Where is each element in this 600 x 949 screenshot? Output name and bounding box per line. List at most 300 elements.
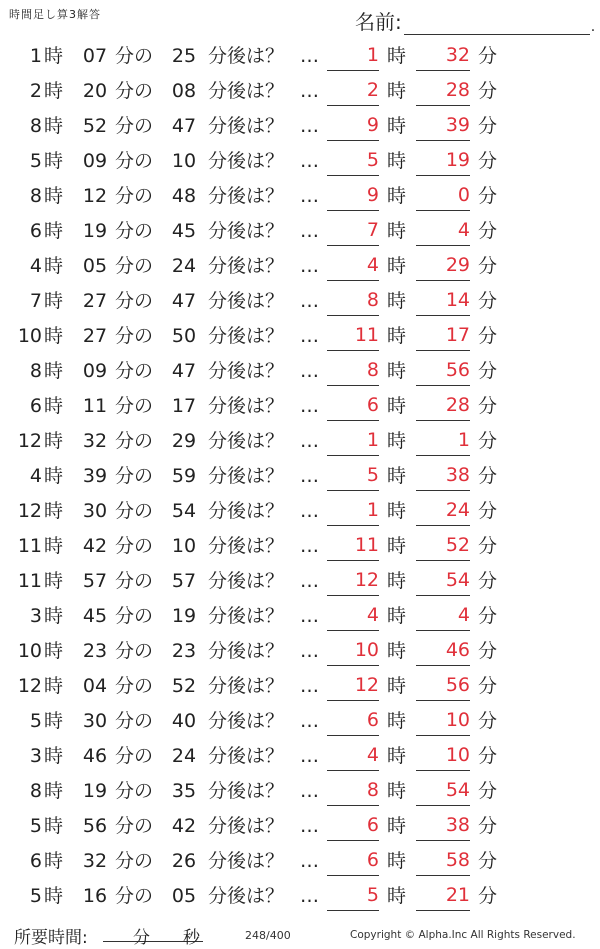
answer-hour[interactable]: 6 [327, 813, 379, 841]
minutes-later-label: 分後は？ [208, 430, 285, 452]
minutes-later-label: 分後は？ [208, 395, 285, 417]
answer-hour[interactable]: 4 [327, 603, 379, 631]
hour-unit-label: 時 [44, 885, 64, 907]
problem-row [0, 424, 600, 459]
problem-hour: 8 [29, 360, 42, 382]
problem-row [0, 144, 600, 179]
answer-minute[interactable]: 32 [416, 43, 470, 71]
answer-minute[interactable]: 0 [416, 183, 470, 211]
problem-row [0, 354, 600, 389]
answer-hour[interactable]: 5 [327, 883, 379, 911]
minute-of-label: 分の [115, 430, 154, 452]
answer-hour[interactable]: 2 [327, 78, 379, 106]
problem-hour: 8 [29, 115, 42, 137]
name-field[interactable] [404, 14, 590, 35]
answer-hour[interactable]: 6 [327, 393, 379, 421]
minutes-later-label: 分後は？ [208, 570, 285, 592]
answer-minute[interactable]: 4 [416, 218, 470, 246]
answer-hour-unit-label: 時 [387, 115, 407, 137]
problem-add-minutes: 47 [171, 115, 197, 137]
ellipsis: … [300, 780, 319, 802]
problem-hour: 11 [17, 535, 42, 557]
answer-hour[interactable]: 6 [327, 848, 379, 876]
problem-hour: 5 [29, 150, 42, 172]
answer-hour[interactable]: 5 [327, 463, 379, 491]
answer-hour-unit-label: 時 [387, 675, 407, 697]
minute-of-label: 分の [115, 395, 154, 417]
ellipsis: … [300, 220, 319, 242]
minutes-later-label: 分後は？ [208, 885, 285, 907]
problem-minute: 20 [82, 80, 108, 102]
answer-minute-unit-label: 分 [478, 640, 498, 662]
problem-row [0, 389, 600, 424]
answer-hour-unit-label: 時 [387, 290, 407, 312]
problem-hour: 12 [17, 430, 42, 452]
ellipsis: … [300, 255, 319, 277]
answer-minute-unit-label: 分 [478, 290, 498, 312]
answer-minute-unit-label: 分 [478, 570, 498, 592]
answer-minute[interactable]: 38 [416, 463, 470, 491]
problem-minute: 12 [82, 185, 108, 207]
problem-add-minutes: 10 [171, 535, 197, 557]
hour-unit-label: 時 [44, 150, 64, 172]
answer-minute[interactable]: 54 [416, 778, 470, 806]
problem-add-minutes: 08 [171, 80, 197, 102]
answer-minute[interactable]: 21 [416, 883, 470, 911]
minutes-later-label: 分後は？ [208, 640, 285, 662]
answer-hour[interactable]: 5 [327, 148, 379, 176]
hour-unit-label: 時 [44, 815, 64, 837]
problem-minute: 57 [82, 570, 108, 592]
minutes-later-label: 分後は？ [208, 850, 285, 872]
minutes-later-label: 分後は？ [208, 500, 285, 522]
minute-of-label: 分の [115, 290, 154, 312]
answer-minute-unit-label: 分 [478, 115, 498, 137]
problem-row [0, 529, 600, 564]
problem-row [0, 39, 600, 74]
problem-minute: 11 [82, 395, 108, 417]
problem-row [0, 249, 600, 284]
problem-minute: 42 [82, 535, 108, 557]
minute-of-label: 分の [115, 45, 154, 67]
ellipsis: … [300, 500, 319, 522]
problem-row [0, 284, 600, 319]
answer-minute-unit-label: 分 [478, 500, 498, 522]
answer-hour[interactable]: 9 [327, 183, 379, 211]
hour-unit-label: 時 [44, 395, 64, 417]
problem-add-minutes: 40 [171, 710, 197, 732]
hour-unit-label: 時 [44, 850, 64, 872]
problem-add-minutes: 10 [171, 150, 197, 172]
problem-minute: 32 [82, 430, 108, 452]
minute-of-label: 分の [115, 220, 154, 242]
answer-hour[interactable]: 8 [327, 288, 379, 316]
problem-add-minutes: 45 [171, 220, 197, 242]
minutes-later-label: 分後は？ [208, 290, 285, 312]
ellipsis: … [300, 150, 319, 172]
ellipsis: … [300, 885, 319, 907]
answer-hour-unit-label: 時 [387, 500, 407, 522]
answer-hour[interactable]: 4 [327, 253, 379, 281]
answer-hour-unit-label: 時 [387, 780, 407, 802]
answer-minute-unit-label: 分 [478, 710, 498, 732]
hour-unit-label: 時 [44, 640, 64, 662]
minutes-later-label: 分後は？ [208, 535, 285, 557]
answer-hour[interactable]: 12 [327, 568, 379, 596]
minutes-later-label: 分後は？ [208, 220, 285, 242]
problem-row [0, 74, 600, 109]
minutes-later-label: 分後は？ [208, 465, 285, 487]
answer-minute[interactable]: 56 [416, 673, 470, 701]
ellipsis: … [300, 815, 319, 837]
answer-hour[interactable]: 6 [327, 708, 379, 736]
minute-of-label: 分の [115, 150, 154, 172]
problem-minute: 45 [82, 605, 108, 627]
answer-hour-unit-label: 時 [387, 395, 407, 417]
problem-minute: 39 [82, 465, 108, 487]
answer-hour[interactable]: 1 [327, 498, 379, 526]
answer-minute-unit-label: 分 [478, 430, 498, 452]
hour-unit-label: 時 [44, 465, 64, 487]
required-time-seconds-label: 秒 [183, 928, 200, 948]
problem-hour: 2 [29, 80, 42, 102]
problem-minute: 56 [82, 815, 108, 837]
minute-of-label: 分の [115, 465, 154, 487]
answer-minute[interactable]: 29 [416, 253, 470, 281]
problem-hour: 1 [29, 45, 42, 67]
answer-hour-unit-label: 時 [387, 185, 407, 207]
ellipsis: … [300, 745, 319, 767]
answer-minute[interactable]: 52 [416, 533, 470, 561]
hour-unit-label: 時 [44, 780, 64, 802]
problem-row [0, 599, 600, 634]
answer-minute[interactable]: 58 [416, 848, 470, 876]
problem-row [0, 774, 600, 809]
problem-row [0, 879, 600, 914]
ellipsis: … [300, 430, 319, 452]
ellipsis: … [300, 465, 319, 487]
answer-minute-unit-label: 分 [478, 885, 498, 907]
answer-hour[interactable]: 1 [327, 428, 379, 456]
answer-hour[interactable]: 4 [327, 743, 379, 771]
problem-add-minutes: 23 [171, 640, 197, 662]
problem-add-minutes: 47 [171, 290, 197, 312]
hour-unit-label: 時 [44, 745, 64, 767]
problem-add-minutes: 25 [171, 45, 197, 67]
problem-hour: 4 [29, 255, 42, 277]
answer-minute-unit-label: 分 [478, 850, 498, 872]
answer-minute-unit-label: 分 [478, 80, 498, 102]
answer-minute[interactable]: 17 [416, 323, 470, 351]
problem-hour: 3 [29, 605, 42, 627]
minutes-later-label: 分後は？ [208, 80, 285, 102]
ellipsis: … [300, 570, 319, 592]
copyright: Copyright © Alpha.Inc All Rights Reserved. [350, 929, 576, 941]
hour-unit-label: 時 [44, 290, 64, 312]
answer-hour-unit-label: 時 [387, 535, 407, 557]
problem-row [0, 319, 600, 354]
name-area [355, 6, 595, 35]
problem-minute: 30 [82, 710, 108, 732]
answer-minute[interactable]: 54 [416, 568, 470, 596]
answer-hour[interactable]: 11 [327, 323, 379, 351]
problem-row [0, 634, 600, 669]
problem-minute: 27 [82, 290, 108, 312]
minute-of-label: 分の [115, 745, 154, 767]
minutes-later-label: 分後は？ [208, 325, 285, 347]
minute-of-label: 分の [115, 640, 154, 662]
problem-row [0, 669, 600, 704]
problem-row [0, 494, 600, 529]
answer-hour-unit-label: 時 [387, 640, 407, 662]
problem-row [0, 109, 600, 144]
ellipsis: … [300, 850, 319, 872]
problem-add-minutes: 24 [171, 745, 197, 767]
problem-add-minutes: 17 [171, 395, 197, 417]
minutes-later-label: 分後は？ [208, 45, 285, 67]
answer-minute[interactable]: 4 [416, 603, 470, 631]
answer-minute[interactable]: 28 [416, 78, 470, 106]
hour-unit-label: 時 [44, 115, 64, 137]
name-label: 名前: [355, 10, 402, 34]
hour-unit-label: 時 [44, 675, 64, 697]
problem-minute: 16 [82, 885, 108, 907]
problem-minute: 46 [82, 745, 108, 767]
problem-minute: 23 [82, 640, 108, 662]
answer-hour-unit-label: 時 [387, 430, 407, 452]
problem-add-minutes: 24 [171, 255, 197, 277]
problem-minute: 05 [82, 255, 108, 277]
problem-row [0, 844, 600, 879]
answer-hour[interactable]: 8 [327, 358, 379, 386]
answer-hour-unit-label: 時 [387, 885, 407, 907]
hour-unit-label: 時 [44, 605, 64, 627]
problem-add-minutes: 57 [171, 570, 197, 592]
problem-minute: 30 [82, 500, 108, 522]
ellipsis: … [300, 675, 319, 697]
hour-unit-label: 時 [44, 45, 64, 67]
problem-add-minutes: 29 [171, 430, 197, 452]
problem-add-minutes: 26 [171, 850, 197, 872]
minutes-later-label: 分後は？ [208, 605, 285, 627]
answer-minute[interactable]: 19 [416, 148, 470, 176]
minute-of-label: 分の [115, 325, 154, 347]
hour-unit-label: 時 [44, 570, 64, 592]
answer-hour-unit-label: 時 [387, 605, 407, 627]
minutes-later-label: 分後は？ [208, 185, 285, 207]
ellipsis: … [300, 325, 319, 347]
answer-minute-unit-label: 分 [478, 675, 498, 697]
minute-of-label: 分の [115, 850, 154, 872]
answer-minute-unit-label: 分 [478, 220, 498, 242]
answer-hour[interactable]: 11 [327, 533, 379, 561]
minutes-later-label: 分後は？ [208, 745, 285, 767]
ellipsis: … [300, 360, 319, 382]
problem-add-minutes: 19 [171, 605, 197, 627]
problem-hour: 4 [29, 465, 42, 487]
answer-minute-unit-label: 分 [478, 745, 498, 767]
minute-of-label: 分の [115, 570, 154, 592]
hour-unit-label: 時 [44, 255, 64, 277]
problem-add-minutes: 52 [171, 675, 197, 697]
ellipsis: … [300, 395, 319, 417]
minute-of-label: 分の [115, 255, 154, 277]
hour-unit-label: 時 [44, 500, 64, 522]
minute-of-label: 分の [115, 675, 154, 697]
hour-unit-label: 時 [44, 80, 64, 102]
answer-hour-unit-label: 時 [387, 80, 407, 102]
answer-minute[interactable]: 46 [416, 638, 470, 666]
answer-hour-unit-label: 時 [387, 745, 407, 767]
answer-hour-unit-label: 時 [387, 220, 407, 242]
minute-of-label: 分の [115, 500, 154, 522]
answer-hour-unit-label: 時 [387, 850, 407, 872]
answer-hour-unit-label: 時 [387, 710, 407, 732]
problem-add-minutes: 48 [171, 185, 197, 207]
problem-hour: 6 [29, 850, 42, 872]
minute-of-label: 分の [115, 360, 154, 382]
answer-minute[interactable]: 56 [416, 358, 470, 386]
answer-minute[interactable]: 38 [416, 813, 470, 841]
problem-hour: 8 [29, 780, 42, 802]
ellipsis: … [300, 640, 319, 662]
problem-add-minutes: 47 [171, 360, 197, 382]
answer-minute-unit-label: 分 [478, 185, 498, 207]
problem-hour: 11 [17, 570, 42, 592]
answer-hour[interactable]: 8 [327, 778, 379, 806]
answer-minute-unit-label: 分 [478, 395, 498, 417]
problem-hour: 8 [29, 185, 42, 207]
answer-hour-unit-label: 時 [387, 45, 407, 67]
answer-minute[interactable]: 10 [416, 708, 470, 736]
answer-minute[interactable]: 1 [416, 428, 470, 456]
problem-row [0, 704, 600, 739]
problem-minute: 27 [82, 325, 108, 347]
answer-hour-unit-label: 時 [387, 360, 407, 382]
ellipsis: … [300, 710, 319, 732]
ellipsis: … [300, 115, 319, 137]
minutes-later-label: 分後は？ [208, 675, 285, 697]
answer-minute-unit-label: 分 [478, 465, 498, 487]
problem-hour: 12 [17, 675, 42, 697]
problem-hour: 5 [29, 815, 42, 837]
answer-hour-unit-label: 時 [387, 325, 407, 347]
hour-unit-label: 時 [44, 535, 64, 557]
answer-hour-unit-label: 時 [387, 150, 407, 172]
problem-add-minutes: 59 [171, 465, 197, 487]
minutes-later-label: 分後は？ [208, 780, 285, 802]
problem-minute: 52 [82, 115, 108, 137]
ellipsis: … [300, 185, 319, 207]
answer-hour-unit-label: 時 [387, 815, 407, 837]
answer-minute-unit-label: 分 [478, 535, 498, 557]
problem-hour: 6 [29, 220, 42, 242]
hour-unit-label: 時 [44, 430, 64, 452]
ellipsis: … [300, 290, 319, 312]
answer-minute-unit-label: 分 [478, 360, 498, 382]
problem-hour: 7 [29, 290, 42, 312]
answer-minute-unit-label: 分 [478, 255, 498, 277]
answer-minute-unit-label: 分 [478, 605, 498, 627]
answer-hour[interactable]: 9 [327, 113, 379, 141]
problem-row [0, 214, 600, 249]
hour-unit-label: 時 [44, 360, 64, 382]
hour-unit-label: 時 [44, 220, 64, 242]
problem-minute: 09 [82, 150, 108, 172]
minutes-later-label: 分後は？ [208, 255, 285, 277]
answer-minute-unit-label: 分 [478, 815, 498, 837]
answer-minute-unit-label: 分 [478, 325, 498, 347]
answer-hour[interactable]: 12 [327, 673, 379, 701]
minute-of-label: 分の [115, 535, 154, 557]
problem-add-minutes: 54 [171, 500, 197, 522]
problem-minute: 32 [82, 850, 108, 872]
problem-hour: 6 [29, 395, 42, 417]
answer-minute-unit-label: 分 [478, 45, 498, 67]
problem-row [0, 459, 600, 494]
problem-list [0, 39, 600, 914]
problem-minute: 09 [82, 360, 108, 382]
answer-hour-unit-label: 時 [387, 255, 407, 277]
problem-hour: 5 [29, 885, 42, 907]
minute-of-label: 分の [115, 80, 154, 102]
problem-add-minutes: 35 [171, 780, 197, 802]
problem-minute: 07 [82, 45, 108, 67]
problem-row [0, 179, 600, 214]
minute-of-label: 分の [115, 780, 154, 802]
minute-of-label: 分の [115, 115, 154, 137]
answer-minute-unit-label: 分 [478, 780, 498, 802]
problem-hour: 10 [17, 640, 42, 662]
hour-unit-label: 時 [44, 325, 64, 347]
problem-add-minutes: 42 [171, 815, 197, 837]
minutes-later-label: 分後は？ [208, 710, 285, 732]
answer-hour[interactable]: 10 [327, 638, 379, 666]
answer-minute[interactable]: 24 [416, 498, 470, 526]
problem-hour: 5 [29, 710, 42, 732]
name-end-dot: . [590, 19, 596, 35]
minutes-later-label: 分後は？ [208, 360, 285, 382]
hour-unit-label: 時 [44, 185, 64, 207]
answer-minute[interactable]: 10 [416, 743, 470, 771]
problem-minute: 04 [82, 675, 108, 697]
answer-hour-unit-label: 時 [387, 570, 407, 592]
problem-hour: 12 [17, 500, 42, 522]
problem-add-minutes: 05 [171, 885, 197, 907]
ellipsis: … [300, 535, 319, 557]
required-time-label: 所要時間: [14, 928, 88, 948]
minute-of-label: 分の [115, 710, 154, 732]
problem-minute: 19 [82, 780, 108, 802]
minutes-later-label: 分後は？ [208, 150, 285, 172]
required-time-minutes-label: 分 [133, 928, 150, 948]
answer-minute[interactable]: 14 [416, 288, 470, 316]
minute-of-label: 分の [115, 885, 154, 907]
ellipsis: … [300, 45, 319, 67]
ellipsis: … [300, 80, 319, 102]
problem-row [0, 739, 600, 774]
minutes-later-label: 分後は？ [208, 115, 285, 137]
sheet-title: 時間足し算3解答 [9, 8, 101, 21]
answer-minute[interactable]: 39 [416, 113, 470, 141]
footer [0, 920, 600, 949]
answer-minute[interactable]: 28 [416, 393, 470, 421]
problem-add-minutes: 50 [171, 325, 197, 347]
problem-row [0, 809, 600, 844]
answer-hour[interactable]: 1 [327, 43, 379, 71]
answer-minute-unit-label: 分 [478, 150, 498, 172]
answer-hour[interactable]: 7 [327, 218, 379, 246]
